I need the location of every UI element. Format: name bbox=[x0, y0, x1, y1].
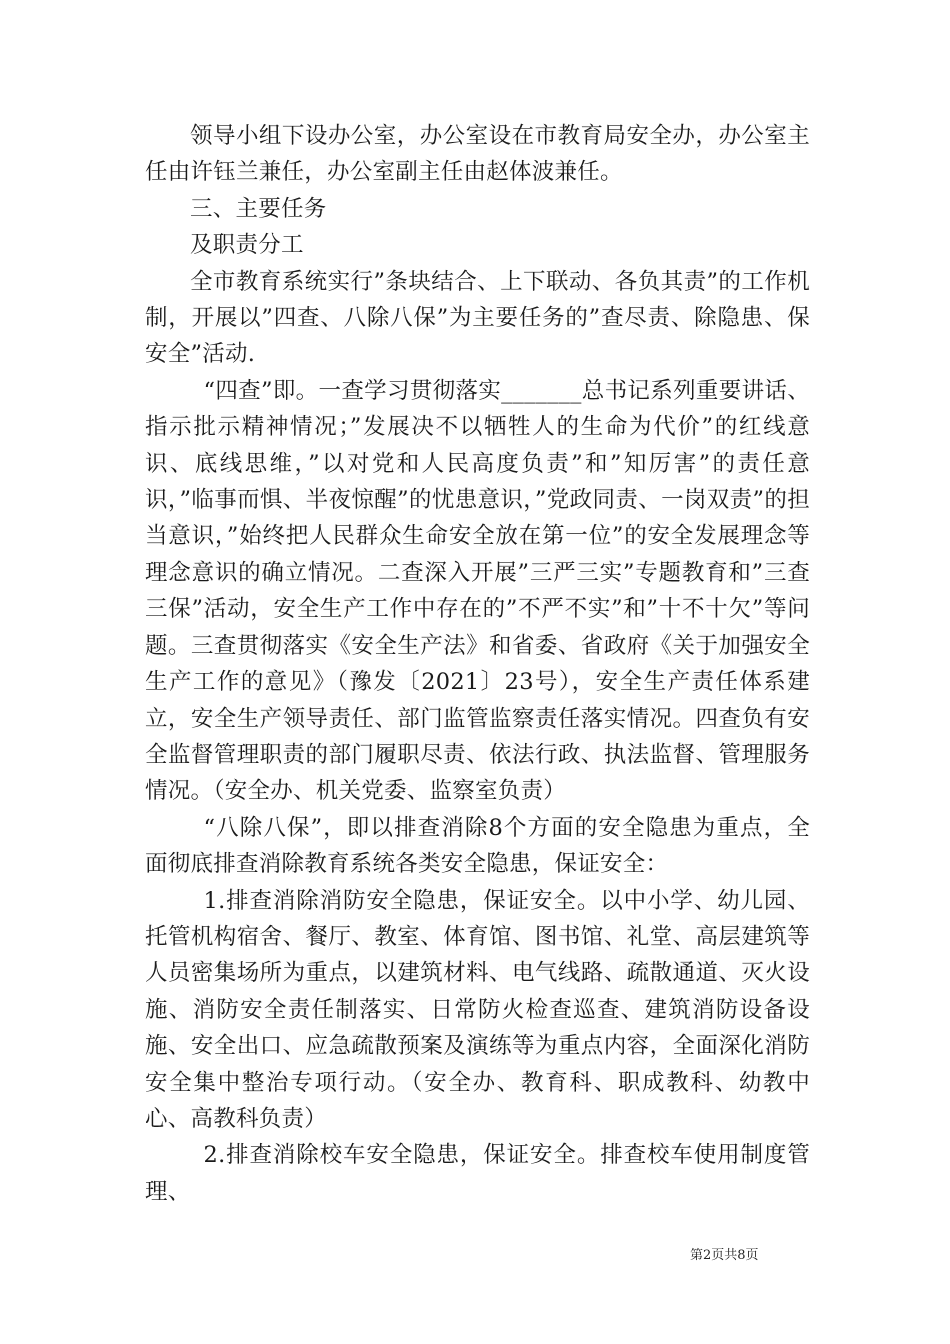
section-heading-main-tasks: 三、主要任务 bbox=[190, 195, 327, 222]
paragraph-eight-removals: “八除八保”，即以排查消除8个方面的安全隐患为重点，全面彻底排查消除教育系统各类安全隐患，保证安全： bbox=[145, 814, 810, 878]
page-number-footer: 第2页共8页 bbox=[690, 1248, 759, 1263]
list-item-fire-safety: 1.排查消除消防安全隐患，保证安全。以中小学、幼儿园、托管机构宿舍、餐厅、教室、体育馆、图书馆、礼堂、高层建筑等人员密集场所为重点，以建筑材料、电气线路、疏散通道、灭火设施、消防安全责任制落实、日常防火检查巡查、建筑消防设备设施、安全出口、应急疏散预案及演练等为重点内容，全面深化消防安全集中整治专项行动。（安全办、教育科、职成教科、幼教中心、高教科负责） bbox=[145, 887, 810, 1132]
paragraph-office-setup: 领导小组下设办公室，办公室设在市教育局安全办，办公室主任由许钰兰兼任，办公室副主任由赵体波兼任。 bbox=[145, 123, 810, 186]
paragraph-four-checks: “四查”即。一查学习贯彻落实_______总书记系列重要讲话、指示批示精神情况；”发展决不以牺牲人的生命为代价”的红线意识、底线思维，”以对党和人民高度负责”和”知厉害”的责任意识，”临事而惧、半夜惊醒”的忧患意识，”党政同责、一岗双责”的担当意识，”始终把人民群众生命安全放在第一位”的安全发展理念等理念意识的确立情况。二查深入开展”三严三实”专题教育和”三查三保”活动，安全生产工作中存在的”不严不实”和”十不十欠”等问题。三查贯彻落实《安全生产法》和省委、省政府《关于加强安全生产工作的意见》（豫发〔2021〕23号），安全生产责任体系建立，安全生产领导责任、部门监管监察责任落实情况。四查负有安全监督管理职责的部门履职尽责、依法行政、执法监督、管理服务情况。（安全办、机关党委、监察室负责） bbox=[145, 377, 810, 805]
list-item-school-bus: 2.排查消除校车安全隐患，保证安全。排查校车使用制度管理、 bbox=[145, 1142, 810, 1205]
section-heading-duties: 及职责分工 bbox=[190, 232, 304, 259]
paragraph-work-mechanism: 全市教育系统实行”条块结合、上下联动、各负其责”的工作机制，开展以”四查、八除八保”为主要任务的”查尽责、除隐患、保安全”活动. bbox=[145, 268, 810, 368]
document-body bbox=[145, 118, 810, 1210]
